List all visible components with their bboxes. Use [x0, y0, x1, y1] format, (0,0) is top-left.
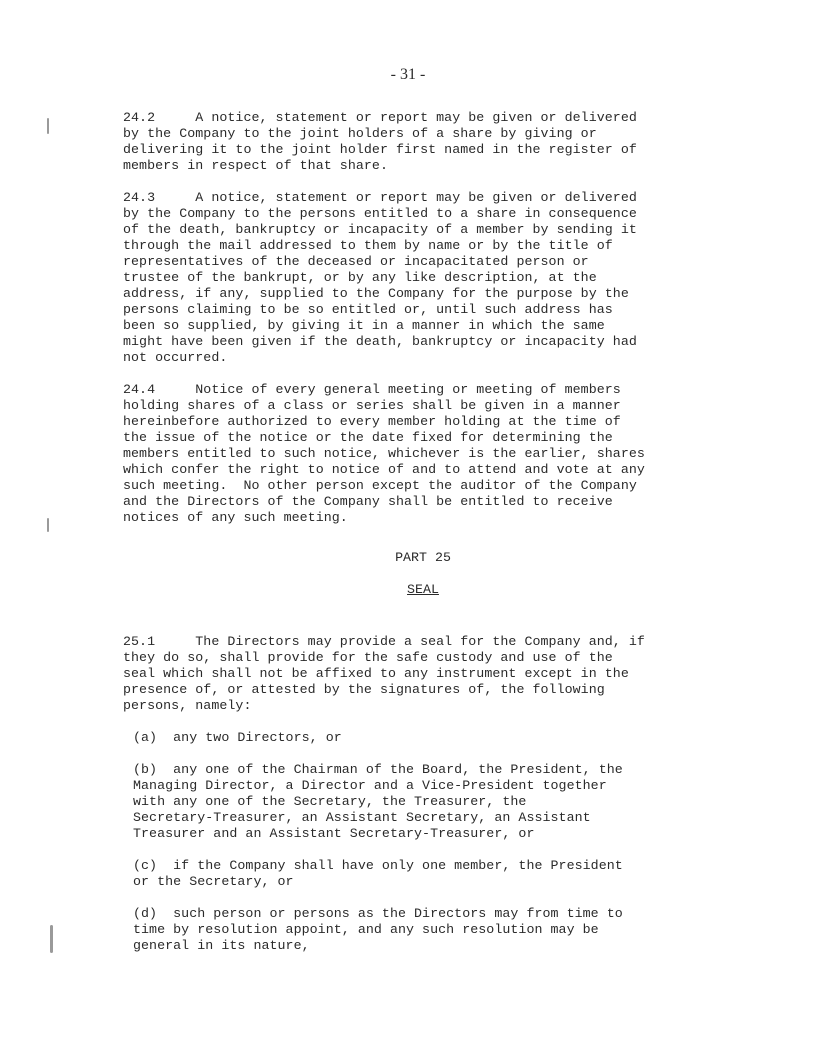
margin-mark [47, 518, 49, 532]
document-body [123, 110, 723, 954]
clause-25-1: 25.1 The Directors may provide a seal for the Company and, if they do so, shall provide for the safe custody and use of the seal which shall not be affixed to any instrument except in the presence of, or attested by the signatures of, the following persons, namely: [123, 634, 645, 713]
part-subheading-text: SEAL [407, 582, 439, 597]
list-item-c: (c) if the Company shall have only one member, the President or the Secretary, or [133, 858, 623, 889]
clause-24-3: 24.3 A notice, statement or report may be given or delivered by the Company to the persons entitled to a share in consequence of the death, bankruptcy or incapacity of a member by sending it through the mail addressed to them by name or by the title of representatives of the deceased or incapacitated person or trustee of the bankrupt, or by any like description, at the address, if any, supplied to the Company for the purpose by the persons claiming to be so entitled or, until such address has been so supplied, by giving it in a manner in which the same might have been given if the death, bankruptcy or incapacity had not occurred. [123, 190, 637, 365]
list-item-a: (a) any two Directors, or [133, 730, 342, 745]
margin-mark [50, 925, 53, 953]
page-number: - 31 - [390, 66, 426, 83]
part-subheading [123, 582, 723, 598]
clause-24-4: 24.4 Notice of every general meeting or meeting of members holding shares of a class or series shall be given in a manner hereinbefore authorized to every member holding at the time of the issue of the notice or the date fixed for determining the members entitled to such notice, whichever is the earlier, shares which confer the right to notice of and to attend and vote at any such meeting. No other person except the auditor of the Company and the Directors of the Company shall be entitled to receive notices of any such meeting. [123, 382, 645, 525]
part-heading: PART 25 [395, 550, 451, 565]
clause-24-2: 24.2 A notice, statement or report may be given or delivered by the Company to the joint holders of a share by giving or delivering it to the joint holder first named in the register of members in respect of that share. [123, 110, 637, 173]
list-item-d: (d) such person or persons as the Directors may from time to time by resolution appoint, and any such resolution may be general in its nature, [133, 906, 623, 953]
list-item-b: (b) any one of the Chairman of the Board, the President, the Managing Director, a Director and a Vice-President together with any one of the Secretary, the Treasurer, the Secretary-Treasurer, an Assistant Secretary, an Assistant Treasurer and an Assistant Secretary-Treasurer, or [133, 762, 623, 841]
margin-mark [47, 118, 49, 134]
